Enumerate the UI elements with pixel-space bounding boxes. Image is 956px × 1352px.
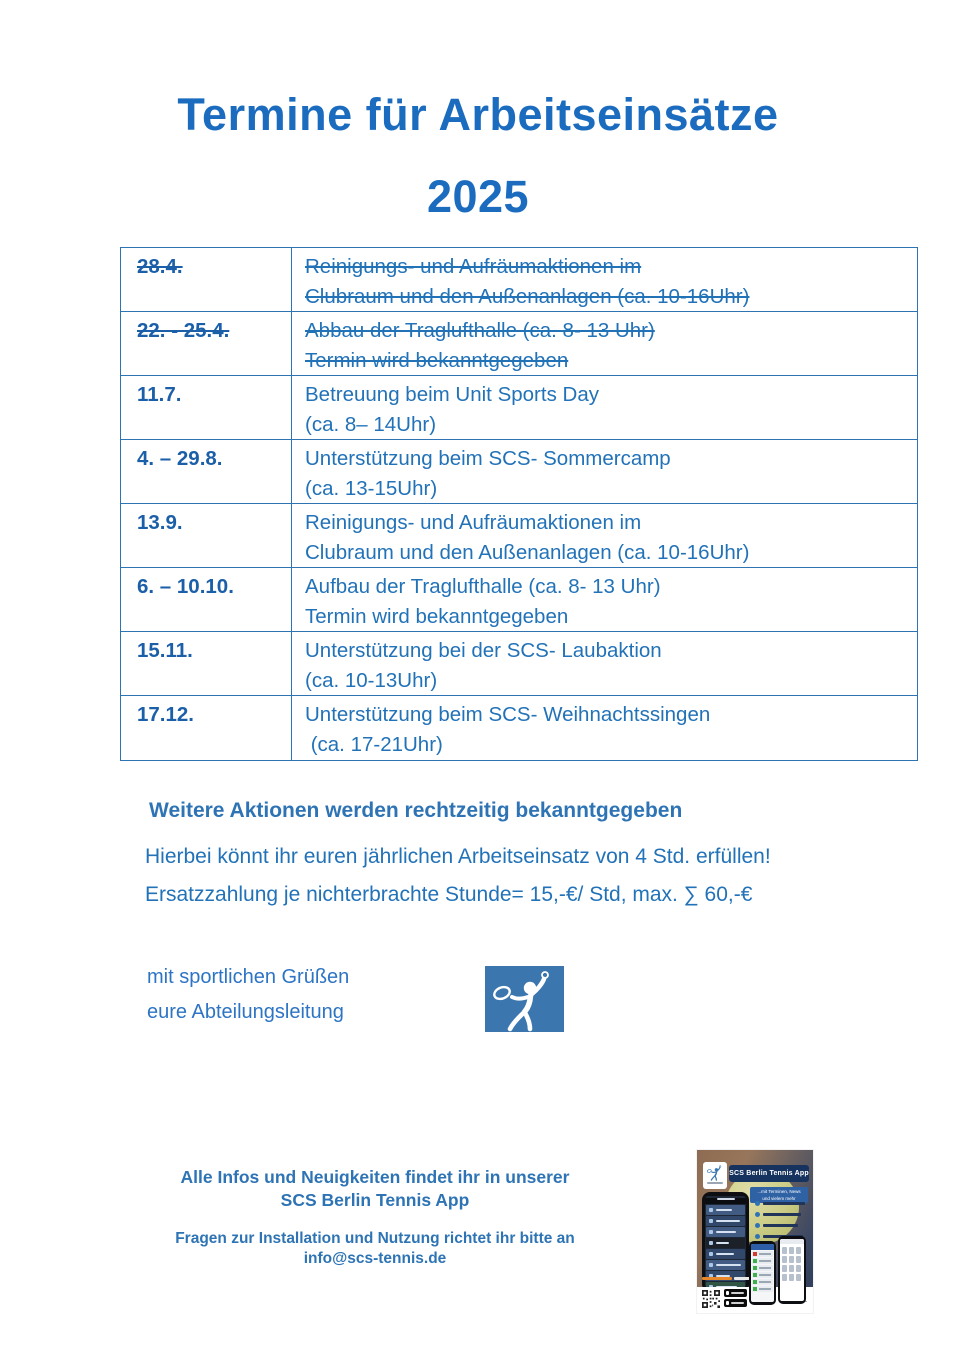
qr-code [702, 1290, 720, 1308]
description-cell [292, 248, 917, 311]
description-cell [292, 440, 917, 503]
tennis-player-icon [705, 1164, 725, 1181]
booking-row [752, 1286, 773, 1292]
promo-banner-title: SCS Berlin Tennis App [729, 1165, 809, 1182]
further-actions-note: Weitere Aktionen werden rechtzeitig bekanntgegeben [149, 799, 683, 822]
contact-email-link[interactable]: info@scs-tennis.de [303, 1250, 447, 1267]
footer-contact-info [130, 1229, 620, 1269]
work-hours-note: Hierbei könnt ihr euren jährlichen Arbeitseinsatz von 4 Std. erfüllen! [145, 845, 771, 868]
app-store-badge [724, 1289, 747, 1297]
description-line: Clubraum und den Außenanlagen (ca. 10-16Uhr) [305, 541, 750, 564]
description-line: (ca. 17-21Uhr) [305, 733, 443, 756]
tennis-player-icon [485, 966, 564, 1032]
date-cell: 4. – 29.8. [121, 440, 292, 503]
promo-club-logo [703, 1162, 727, 1189]
date-cell: 28.4. [121, 248, 292, 311]
phone-screen [780, 1239, 804, 1301]
description-line: Betreuung beim Unit Sports Day [305, 383, 599, 406]
app-menu-row [706, 1282, 745, 1287]
description-cell [292, 696, 917, 760]
booking-row [752, 1258, 773, 1264]
signoff-greeting: mit sportlichen Grüßen [147, 966, 350, 988]
phone-mockup-booking [749, 1241, 776, 1305]
bullet-icon [755, 1212, 760, 1217]
app-menu-row [706, 1227, 745, 1237]
table-row [121, 376, 917, 440]
footer-app-info [130, 1166, 620, 1212]
app-menu-row [706, 1249, 745, 1259]
promo-subtitle-line1: ...mit Terminen, News [757, 1189, 801, 1194]
feature-item [755, 1223, 805, 1228]
table-row [121, 248, 917, 312]
booking-row [752, 1279, 773, 1285]
payment-note: Ersatzzahlung je nichterbrachte Stunde= 15,-€/ Std, max. ∑ 60,-€ [145, 883, 753, 906]
description-line: Unterstützung bei der SCS- Laubaktion [305, 639, 662, 662]
booking-row [752, 1265, 773, 1271]
description-line: (ca. 10-13Uhr) [305, 669, 438, 692]
description-line: (ca. 13-15Uhr) [305, 477, 438, 500]
description-cell [292, 568, 917, 631]
promo-caption-text [702, 1277, 756, 1280]
phone-mockup-menu [702, 1192, 749, 1287]
booking-row [752, 1272, 773, 1278]
description-cell [292, 504, 917, 567]
description-line: Termin wird bekanntgegeben [305, 605, 569, 628]
date-cell: 22. - 25.4. [121, 312, 292, 375]
app-menu-row [706, 1205, 745, 1215]
description-line: Termin wird bekanntgegeben [305, 349, 569, 372]
footer-app-info-line1: Alle Infos und Neuigkeiten findet ihr in unserer [180, 1167, 570, 1187]
promo-logo-caption [707, 1182, 723, 1184]
promo-subtitle-line2: und vielem mehr [762, 1196, 796, 1201]
footer-contact-line: Fragen zur Installation und Nutzung richtet ihr bitte an [175, 1230, 575, 1247]
app-icon-grid [780, 1244, 804, 1284]
description-line: Reinigungs- und Aufräumaktionen im [305, 255, 642, 278]
table-row [121, 312, 917, 376]
description-line: Unterstützung beim SCS- Weihnachtssingen [305, 703, 711, 726]
page-title: Termine für Arbeitseinsätze [177, 89, 779, 140]
date-cell: 17.12. [121, 696, 292, 760]
description-line: Unterstützung beim SCS- Sommercamp [305, 447, 671, 470]
table-row [121, 696, 917, 760]
date-cell: 15.11. [121, 632, 292, 695]
description-line: (ca. 8– 14Uhr) [305, 413, 437, 436]
description-line: Reinigungs- und Aufräumaktionen im [305, 511, 642, 534]
footer-info [130, 1166, 620, 1269]
table-row [121, 504, 917, 568]
app-menu-row [706, 1216, 745, 1226]
phone-screen [705, 1196, 746, 1287]
app-menu-row [706, 1260, 745, 1270]
description-line: Aufbau der Traglufthalle (ca. 8- 13 Uhr) [305, 575, 661, 598]
footer-app-info-line2: SCS Berlin Tennis App [280, 1190, 470, 1210]
phone-status-bar [705, 1198, 746, 1204]
feature-item [755, 1212, 805, 1217]
table-row [121, 632, 917, 696]
date-cell: 11.7. [121, 376, 292, 439]
date-cell: 13.9. [121, 504, 292, 567]
table-row [121, 568, 917, 632]
schedule-table [120, 247, 918, 761]
table-row [121, 440, 917, 504]
date-cell: 6. – 10.10. [121, 568, 292, 631]
description-cell [292, 312, 917, 375]
description-line: Abbau der Traglufthalle (ca. 8- 13 Uhr) [305, 319, 655, 342]
app-menu-row [706, 1238, 745, 1248]
page-title-year: 2025 [426, 171, 530, 222]
store-badges [724, 1289, 747, 1309]
google-play-badge [724, 1299, 747, 1307]
phone-screen [751, 1244, 774, 1302]
booking-row [752, 1251, 773, 1257]
description-cell [292, 376, 917, 439]
phone-mockup-grid [778, 1236, 806, 1304]
signoff-sender: eure Abteilungsleitung [147, 1001, 344, 1023]
bullet-icon [755, 1234, 760, 1239]
feature-item [755, 1201, 805, 1206]
description-cell [292, 632, 917, 695]
description-line: Clubraum und den Außenanlagen (ca. 10-16Uhr) [305, 285, 750, 308]
tennis-club-logo [485, 966, 564, 1032]
bullet-icon [755, 1201, 760, 1206]
bullet-icon [755, 1223, 760, 1228]
app-header-bar [751, 1244, 774, 1250]
app-promo-flyer [697, 1150, 813, 1313]
